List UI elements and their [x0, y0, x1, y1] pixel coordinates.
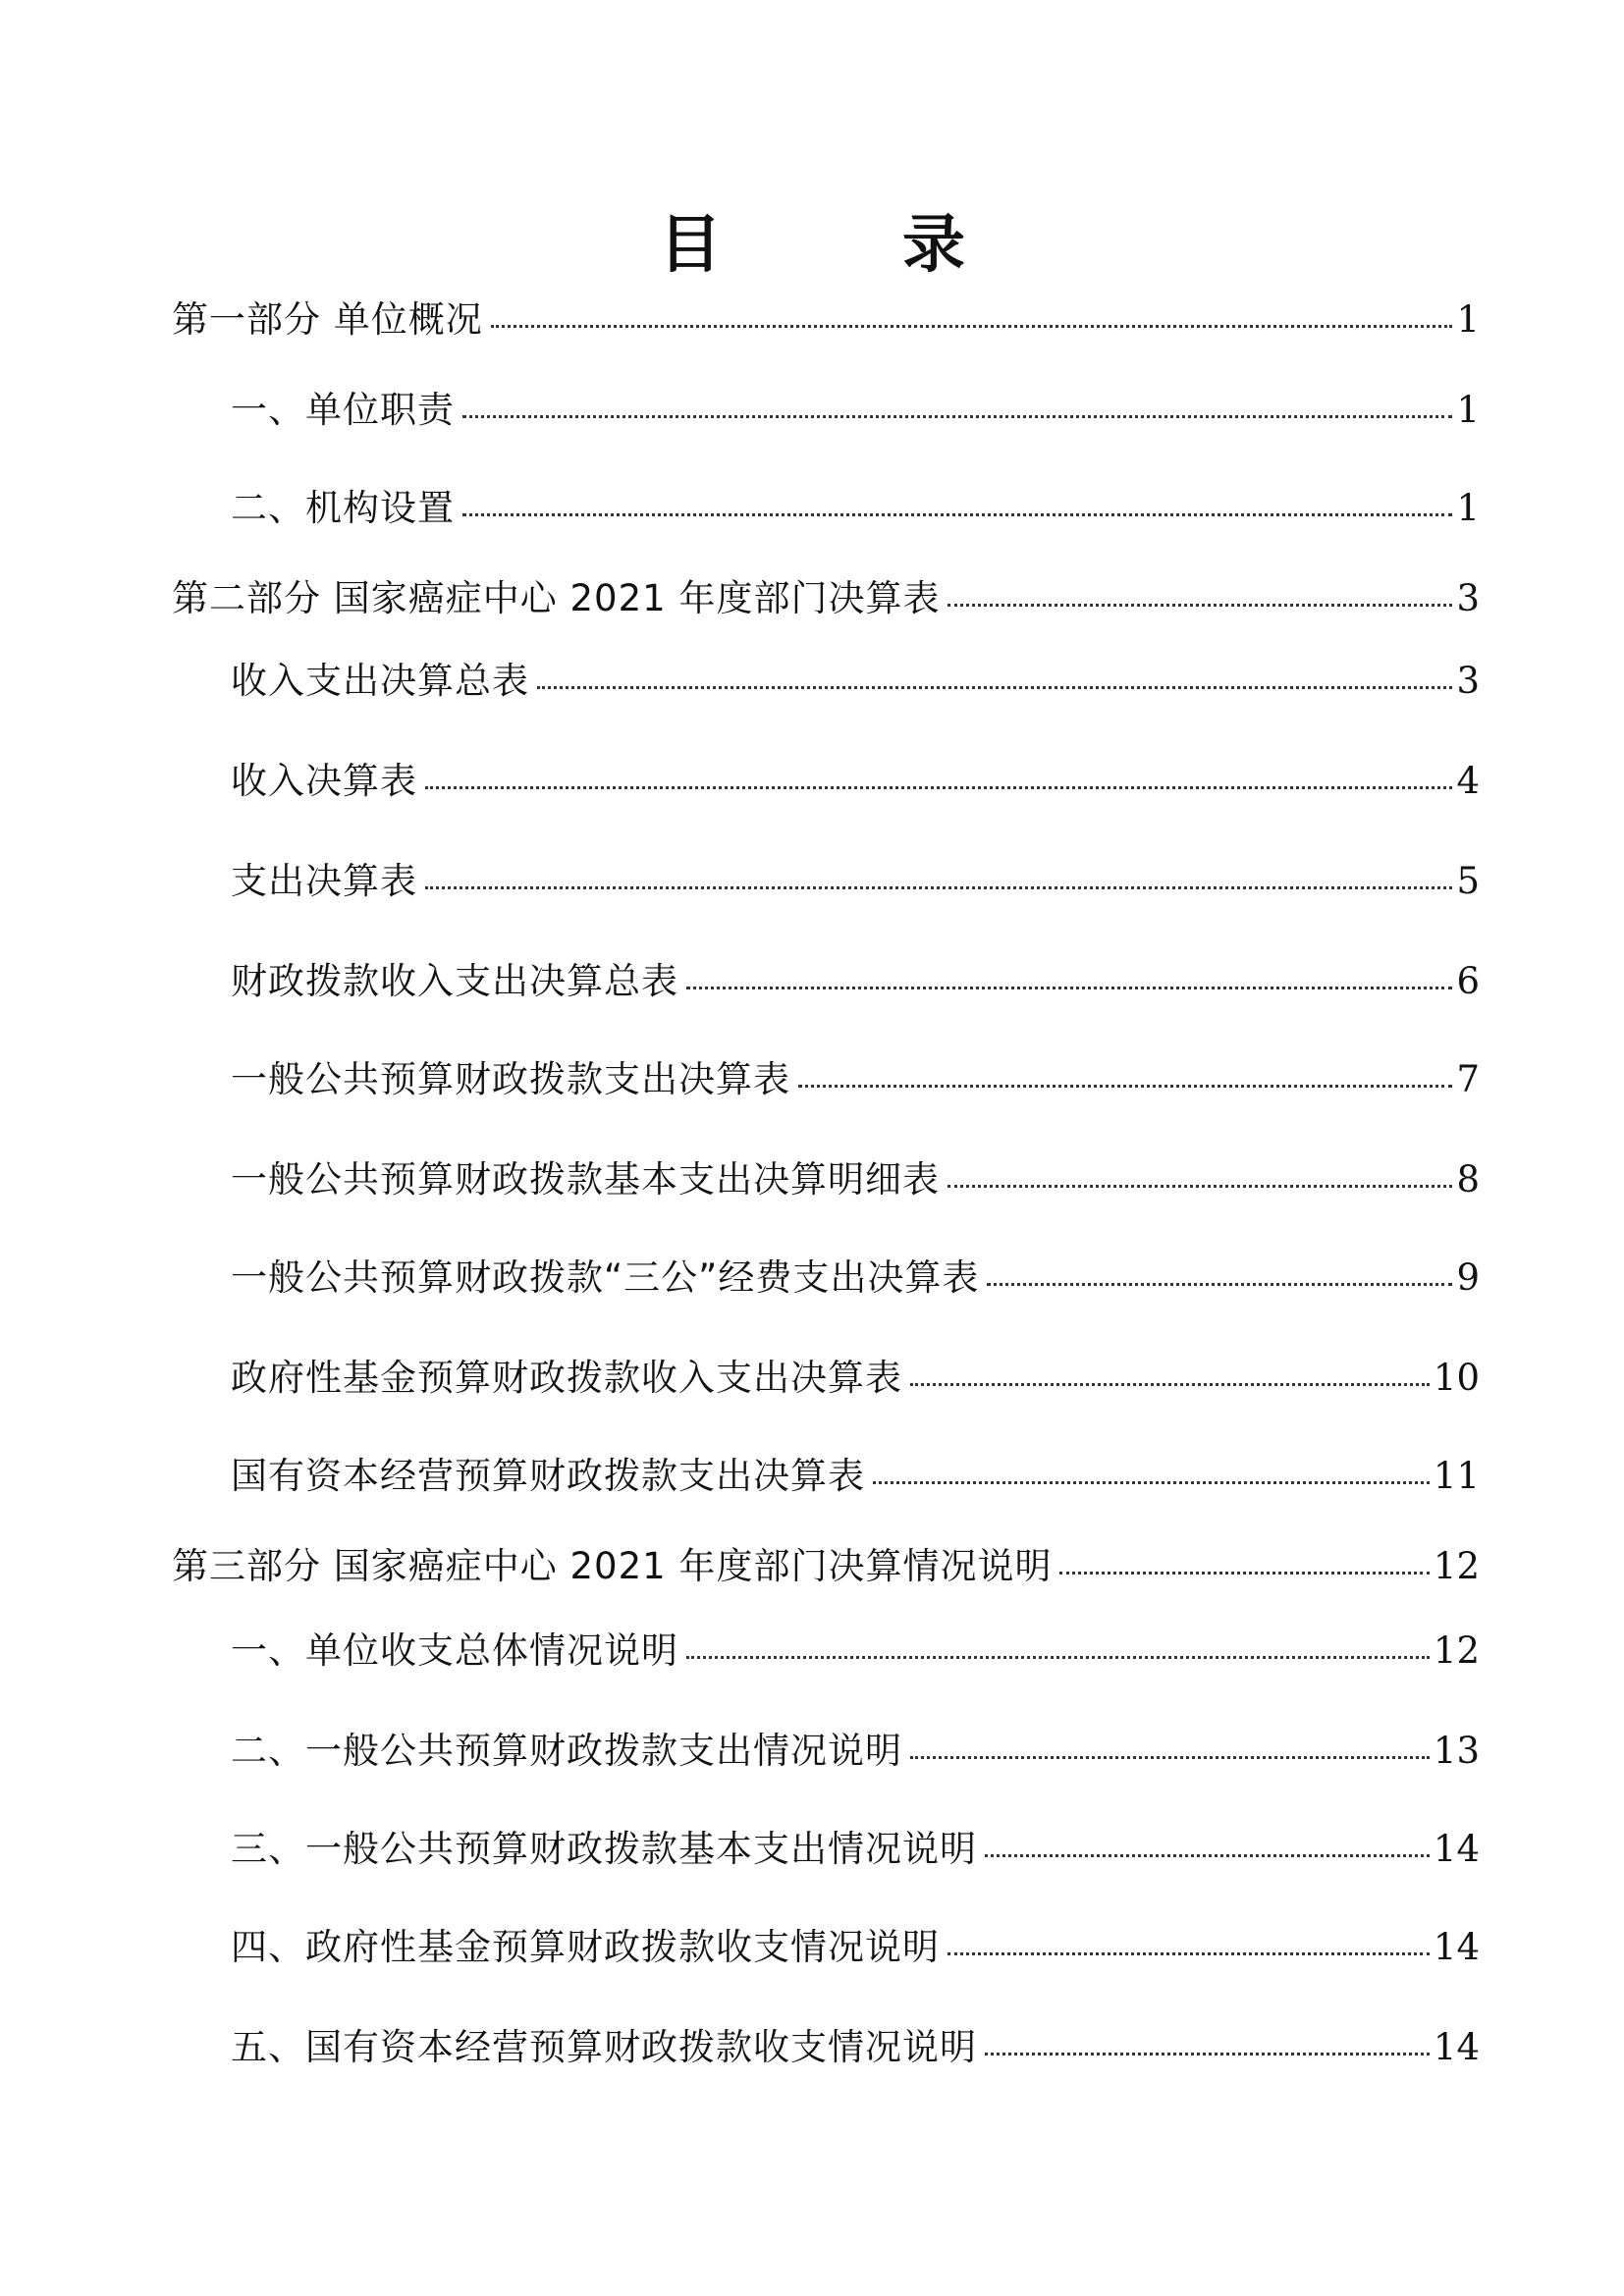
toc-page-number: 11 — [1433, 1455, 1480, 1497]
toc-entry[interactable] — [231, 856, 1480, 907]
toc-entry-text: 二、一般公共预算财政拨款支出情况说明 — [231, 1730, 902, 1772]
toc-page-number: 12 — [1433, 1629, 1480, 1672]
toc-entry-text: 第二部分 国家癌症中心 2021 年度部门决算表 — [172, 577, 941, 619]
toc-entry-text: 支出决算表 — [231, 860, 417, 902]
toc-page-number: 3 — [1456, 660, 1480, 702]
toc-entry-text: 一般公共预算财政拨款“三公”经费支出决算表 — [231, 1256, 980, 1299]
toc-page-number: 9 — [1456, 1256, 1480, 1299]
toc-page-number: 1 — [1456, 487, 1480, 529]
toc-entry[interactable] — [231, 1626, 1480, 1677]
toc-entry[interactable] — [231, 1726, 1480, 1777]
toc-dot-leader — [425, 786, 1452, 789]
toc-dot-leader — [686, 987, 1452, 989]
toc-dot-leader — [873, 1481, 1430, 1484]
toc-entry-text: 收入决算表 — [231, 760, 417, 802]
toc-entry[interactable] — [231, 1451, 1480, 1502]
toc-page-number: 3 — [1456, 577, 1480, 619]
toc-entry-text: 一般公共预算财政拨款基本支出决算明细表 — [231, 1158, 940, 1201]
toc-page-number: 10 — [1433, 1357, 1480, 1399]
toc-entry-text: 一、单位职责 — [231, 389, 455, 431]
toc-entry[interactable] — [231, 1253, 1480, 1304]
toc-page-number: 14 — [1433, 1828, 1480, 1870]
toc-dot-leader — [491, 325, 1453, 328]
toc-entry[interactable] — [231, 385, 1480, 436]
toc-entry[interactable] — [231, 1054, 1480, 1105]
toc-entry[interactable] — [231, 1154, 1480, 1205]
toc-dot-leader — [985, 2053, 1430, 2056]
toc-dot-leader — [462, 513, 1452, 516]
toc-entry-text: 一、单位收支总体情况说明 — [231, 1629, 678, 1672]
toc-entry-text: 二、机构设置 — [231, 487, 455, 529]
toc-title: 目 录 — [659, 209, 1024, 282]
toc-page-number: 14 — [1433, 2026, 1480, 2068]
toc-dot-leader — [798, 1085, 1452, 1088]
toc-dot-leader — [462, 415, 1452, 418]
toc-entry-text: 第一部分 单位概况 — [172, 298, 483, 341]
toc-page-number: 1 — [1456, 298, 1480, 341]
toc-dot-leader — [910, 1756, 1430, 1759]
toc-entry-text: 财政拨款收入支出决算总表 — [231, 960, 678, 1002]
toc-dot-leader — [947, 1952, 1430, 1955]
toc-page-number: 1 — [1456, 389, 1480, 431]
toc-entry[interactable] — [172, 294, 1480, 346]
toc-page-number: 4 — [1456, 760, 1480, 802]
toc-entry[interactable] — [231, 1922, 1480, 1973]
toc-entry-text: 三、一般公共预算财政拨款基本支出情况说明 — [231, 1828, 977, 1870]
toc-dot-leader — [1059, 1572, 1429, 1575]
toc-entry[interactable] — [231, 656, 1480, 707]
toc-dot-leader — [537, 686, 1452, 689]
toc-page-number: 7 — [1456, 1058, 1480, 1100]
toc-entry[interactable] — [231, 956, 1480, 1007]
toc-dot-leader — [987, 1283, 1452, 1286]
toc-page-number: 13 — [1433, 1730, 1480, 1772]
toc-dot-leader — [425, 886, 1452, 889]
toc-dot-leader — [947, 1185, 1452, 1188]
toc-entry[interactable] — [231, 1824, 1480, 1875]
toc-entry[interactable] — [231, 2022, 1480, 2073]
toc-dot-leader — [947, 604, 1452, 607]
toc-entry-text: 四、政府性基金预算财政拨款收支情况说明 — [231, 1926, 940, 1968]
toc-entry[interactable] — [231, 483, 1480, 534]
toc-entry-text: 国有资本经营预算财政拨款支出决算表 — [231, 1455, 865, 1497]
toc-dot-leader — [686, 1656, 1430, 1659]
toc-dot-leader — [985, 1854, 1430, 1857]
toc-dot-leader — [910, 1383, 1430, 1386]
toc-page-number: 8 — [1456, 1158, 1480, 1201]
toc-page-number: 14 — [1433, 1926, 1480, 1968]
toc-entry-text: 第三部分 国家癌症中心 2021 年度部门决算情况说明 — [172, 1545, 1053, 1587]
toc-entry[interactable] — [231, 1353, 1480, 1404]
toc-entry-text: 五、国有资本经营预算财政拨款收支情况说明 — [231, 2026, 977, 2068]
toc-entry[interactable] — [231, 756, 1480, 807]
toc-entry-text: 收入支出决算总表 — [231, 660, 529, 702]
toc-page-number: 5 — [1456, 860, 1480, 902]
toc-entry[interactable] — [172, 1541, 1480, 1592]
toc-entry[interactable] — [172, 573, 1480, 624]
toc-page-number: 6 — [1456, 960, 1480, 1002]
toc-entry-text: 政府性基金预算财政拨款收入支出决算表 — [231, 1357, 902, 1399]
toc-page-number: 12 — [1433, 1545, 1480, 1587]
toc-entry-text: 一般公共预算财政拨款支出决算表 — [231, 1058, 790, 1100]
